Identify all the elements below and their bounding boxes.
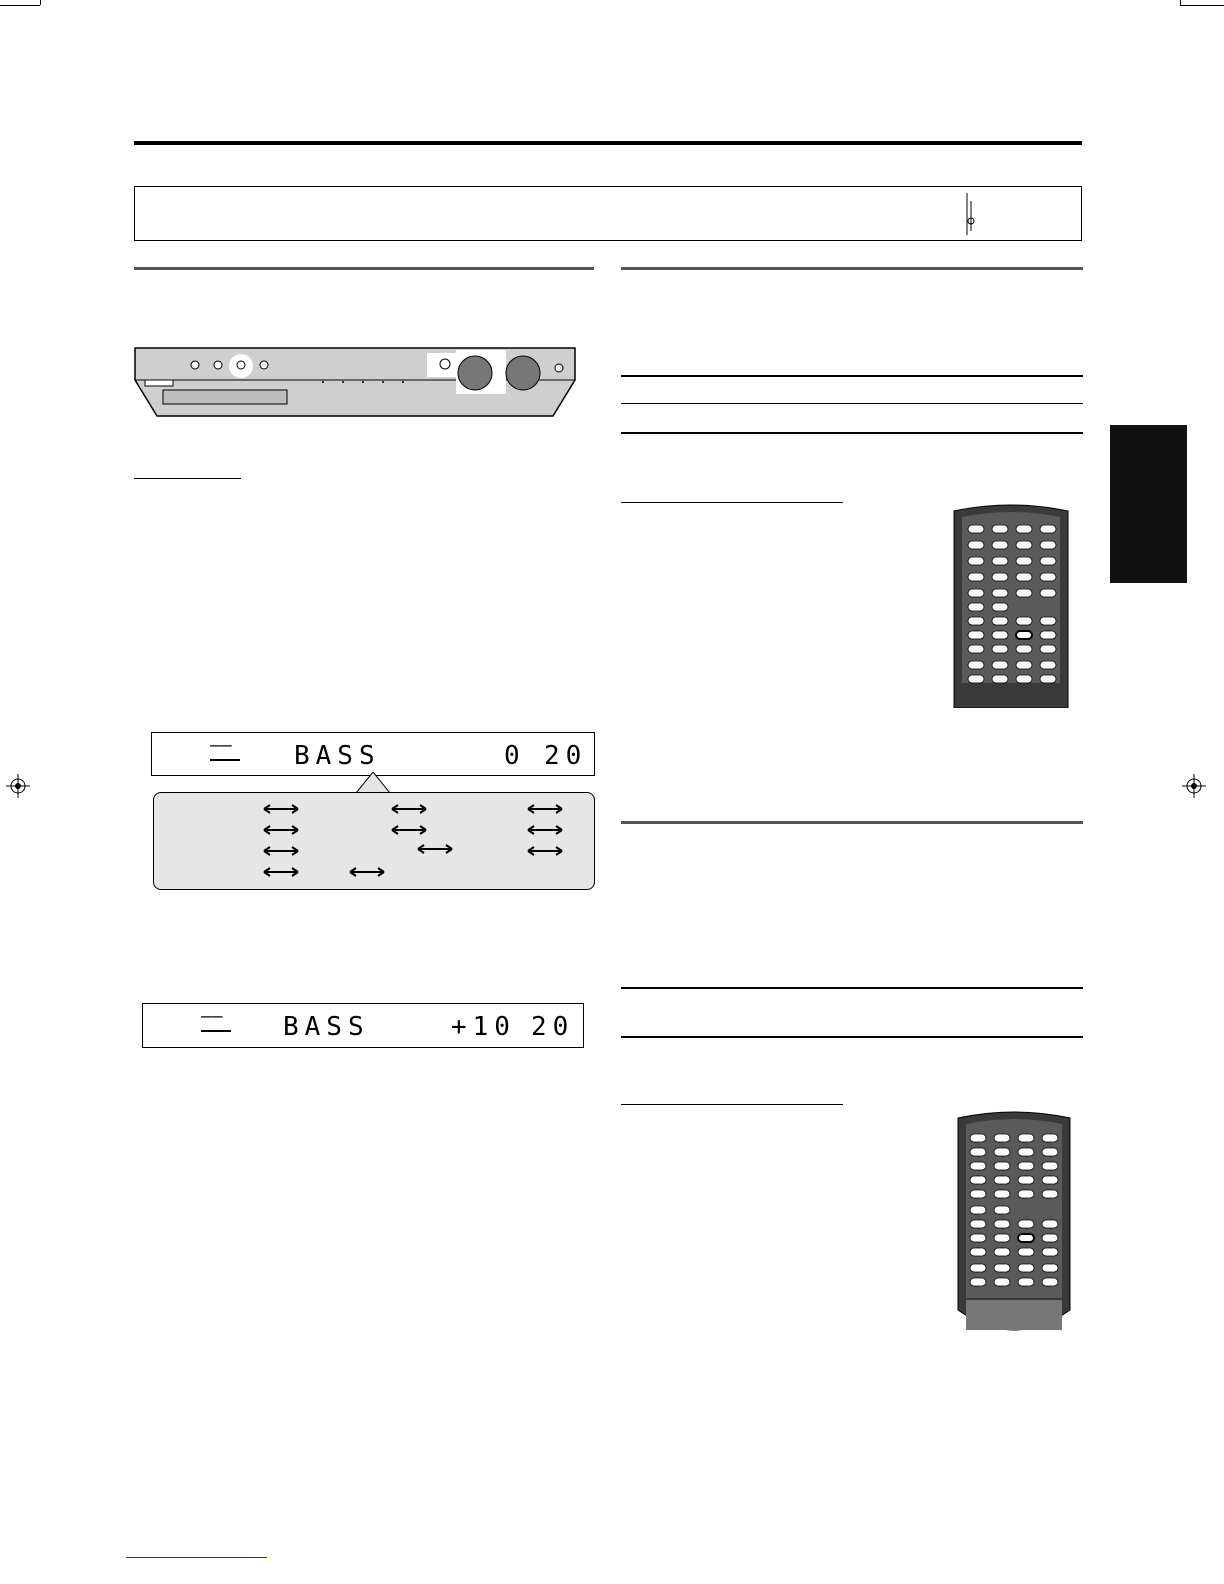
callout-pointer <box>356 772 390 794</box>
mode-cycle-box <box>153 792 595 890</box>
double-arrow-icon <box>262 866 300 878</box>
left-section-rule <box>134 267 594 270</box>
crop-mark <box>0 5 40 6</box>
double-arrow-icon <box>526 803 564 815</box>
right-subheading-underline <box>621 502 843 503</box>
right-subheading-underline <box>621 1104 843 1105</box>
double-arrow-icon <box>262 803 300 815</box>
header-box <box>134 186 1082 241</box>
page-top-rule <box>134 141 1082 145</box>
display-volume: 20 <box>544 741 588 771</box>
display-indicator-bar <box>210 759 240 761</box>
double-arrow-icon <box>262 824 300 836</box>
right-table-rule <box>621 403 1083 404</box>
double-arrow-icon <box>390 803 428 815</box>
right-table-rule <box>621 375 1083 377</box>
side-section-tab <box>1110 425 1187 583</box>
double-arrow-icon <box>262 845 300 857</box>
lcd-display-initial <box>151 732 595 776</box>
display-indicator: ‒‒ <box>210 735 232 756</box>
display-mode: BASS <box>283 1012 370 1042</box>
display-volume: 20 <box>531 1012 575 1042</box>
lcd-display-adjusted <box>142 1003 584 1048</box>
front-panel-illustration <box>133 346 577 418</box>
double-arrow-icon <box>526 845 564 857</box>
registration-mark-icon <box>1182 774 1206 798</box>
crop-mark <box>1180 5 1224 6</box>
registration-mark-icon <box>6 774 30 798</box>
right-section-rule <box>621 267 1083 270</box>
crop-mark <box>40 0 41 5</box>
display-value: +10 <box>451 1012 516 1042</box>
double-arrow-icon <box>390 824 428 836</box>
footer-link-underline <box>126 1557 267 1558</box>
left-subheading-underline <box>134 478 241 479</box>
double-arrow-icon <box>348 866 386 878</box>
display-indicator-bar <box>201 1030 231 1032</box>
pen-icon <box>965 191 973 235</box>
right-table-rule <box>621 432 1083 434</box>
right-table-rule <box>621 987 1083 989</box>
display-indicator: ‒‒ <box>201 1006 223 1027</box>
display-value: 0 <box>504 741 526 771</box>
double-arrow-icon <box>526 824 564 836</box>
remote-control-illustration <box>956 1110 1072 1338</box>
double-arrow-icon <box>416 843 454 855</box>
crop-mark <box>1180 0 1181 5</box>
right-table-rule <box>621 1036 1083 1038</box>
right-section-rule <box>621 821 1083 824</box>
remote-control-illustration <box>952 503 1070 708</box>
display-mode: BASS <box>294 741 381 771</box>
